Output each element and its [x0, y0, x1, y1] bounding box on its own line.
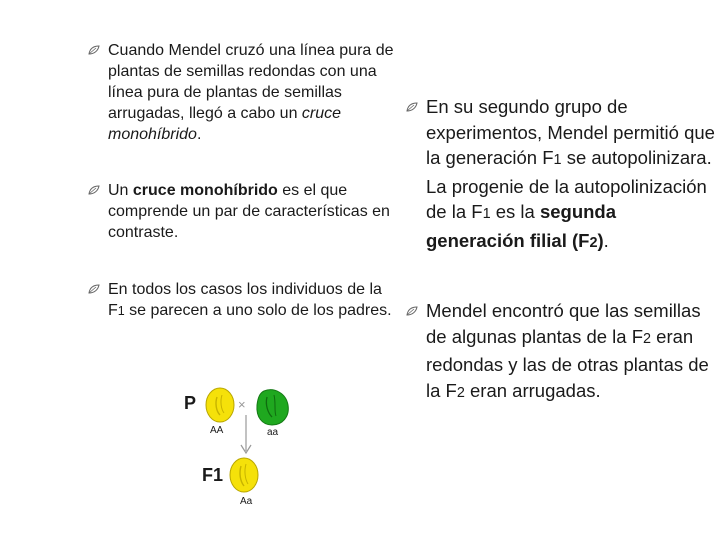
genotype-f1: Aa: [240, 496, 253, 507]
subscript: 1: [482, 206, 491, 222]
right-bullet-1: [426, 94, 716, 256]
bullet-text: eran arrugadas.: [464, 379, 601, 401]
p-generation-label: P: [184, 393, 197, 413]
bullet-text: se parecen a uno solo de los padres.: [124, 302, 392, 319]
subscript: 1: [553, 152, 562, 168]
bullet-text: Un: [108, 182, 133, 199]
mendel-cross-diagram: [180, 375, 300, 515]
leaf-bullet-icon: [406, 306, 418, 316]
bold-text: ): [597, 229, 604, 251]
subscript: 2: [456, 384, 465, 401]
leaf-bullet-icon: [88, 45, 100, 55]
subscript: 2: [643, 330, 652, 347]
leaf-bullet-icon: [88, 185, 100, 195]
bullet-text: .: [603, 229, 609, 251]
bullet-text: En su segundo grupo de experimentos, Mendel permitió que la generación F: [426, 96, 715, 168]
subscript: 2: [589, 234, 598, 251]
bullet-text: eran redondas y las de otras plantas de la F: [426, 325, 709, 401]
cross-symbol: ×: [238, 397, 246, 412]
f1-generation-label: F1: [202, 465, 224, 485]
bold-term: cruce monohíbrido: [132, 182, 278, 199]
left-bullet-3: [108, 279, 398, 322]
f1-seed-icon: [226, 455, 262, 495]
subscript: 1: [117, 304, 125, 318]
genotype-left: AA: [210, 425, 224, 436]
bullet-text: Cuando Mendel cruzó una línea pura de plantas de semillas redondas con una línea pura de plantas de semillas arrugadas, llegó a cabo un: [108, 42, 394, 122]
bullet-text: Mendel encontró que las semillas de algunas plantas de la F: [426, 300, 701, 347]
genotype-right: aa: [267, 427, 279, 438]
emphasis-term: cruce monohíbrido: [108, 105, 342, 143]
bullet-text: En todos los casos los individuos de la F: [108, 281, 382, 319]
left-bullet-1: [108, 40, 398, 145]
left-bullet-2: [108, 180, 398, 243]
bold-text: segunda generación filial (F: [426, 201, 617, 251]
right-bullet-2: [426, 298, 716, 406]
leaf-bullet-icon: [406, 102, 418, 112]
arrow-down-icon: [240, 415, 252, 455]
bullet-text: es el que comprende un par de características en contraste.: [108, 182, 390, 241]
bullet-text: .: [196, 126, 202, 143]
bullet-text: es la: [490, 201, 540, 222]
leaf-bullet-icon: [88, 284, 100, 294]
bullet-text: se autopolinizara. La progenie de la autopolinización de la F: [426, 147, 712, 222]
